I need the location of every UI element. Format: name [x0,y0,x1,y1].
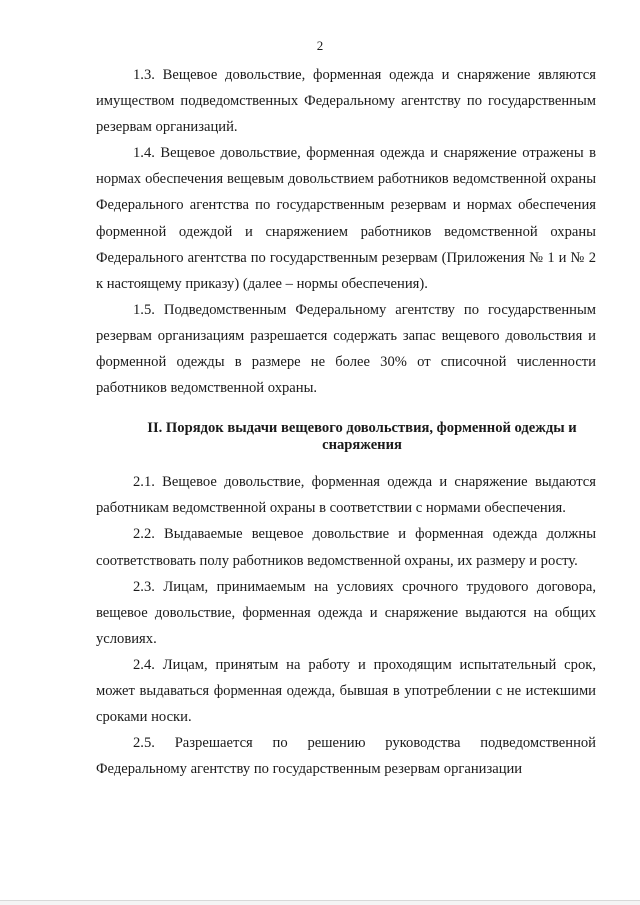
paragraph-2-5: 2.5. Разрешается по решению руководства подведомственной Федеральному агентству по государственным резервам организации [96,735,596,778]
paragraph-2-4: 2.4. Лицам, принятым на работу и проходящим испытательный срок, может выдаваться форменная одежда, бывшая в употреблении с не истекшими сроками носки. [96,656,596,726]
paragraph-1-4: 1.4. Вещевое довольствие, форменная одежда и снаряжение отражены в нормах обеспечения вещевым довольствием работников ведомственной охраны Федерального агентства по государственным резервам и нормах обеспечения форменной одеждой и снаряжением работников ведомственной охраны Федерального агентства по государственным резервам (Приложения № 1 и № 2 к настоящему приказу) (далее – нормы обеспечения). [96,145,596,292]
document-body [96,62,596,782]
paragraph-2-1: 2.1. Вещевое довольствие, форменная одежда и снаряжение выдаются работникам ведомственной охраны в соответствии с нормами обеспечения. [96,474,596,517]
paragraph-2-3: 2.3. Лицам, принимаемым на условиях срочного трудового договора, вещевое довольствие, форменная одежда и снаряжение выдаются на общих условиях. [96,578,596,647]
paragraph-1-3: 1.3. Вещевое довольствие, форменная одежда и снаряжение являются имуществом подведомственных Федеральному агентству по государственным резервам организаций. [96,67,596,136]
paragraph-1-5: 1.5. Подведомственным Федеральному агентству по государственным резервам организациям разрешается содержать запас вещевого довольствия и форменной одежды в размере не более 30% от списочной численности работников ведомственной охраны. [96,301,596,397]
page-number: 2 [316,38,324,53]
section-heading: II. Порядок выдачи вещевого довольствия, форменной одежды и снаряжения [147,420,577,454]
scan-edge-divider [0,900,640,905]
paragraph-2-2: 2.2. Выдаваемые вещевое довольствие и форменная одежда должны соответствовать полу работников ведомственной охраны, их размеру и росту. [96,526,596,569]
